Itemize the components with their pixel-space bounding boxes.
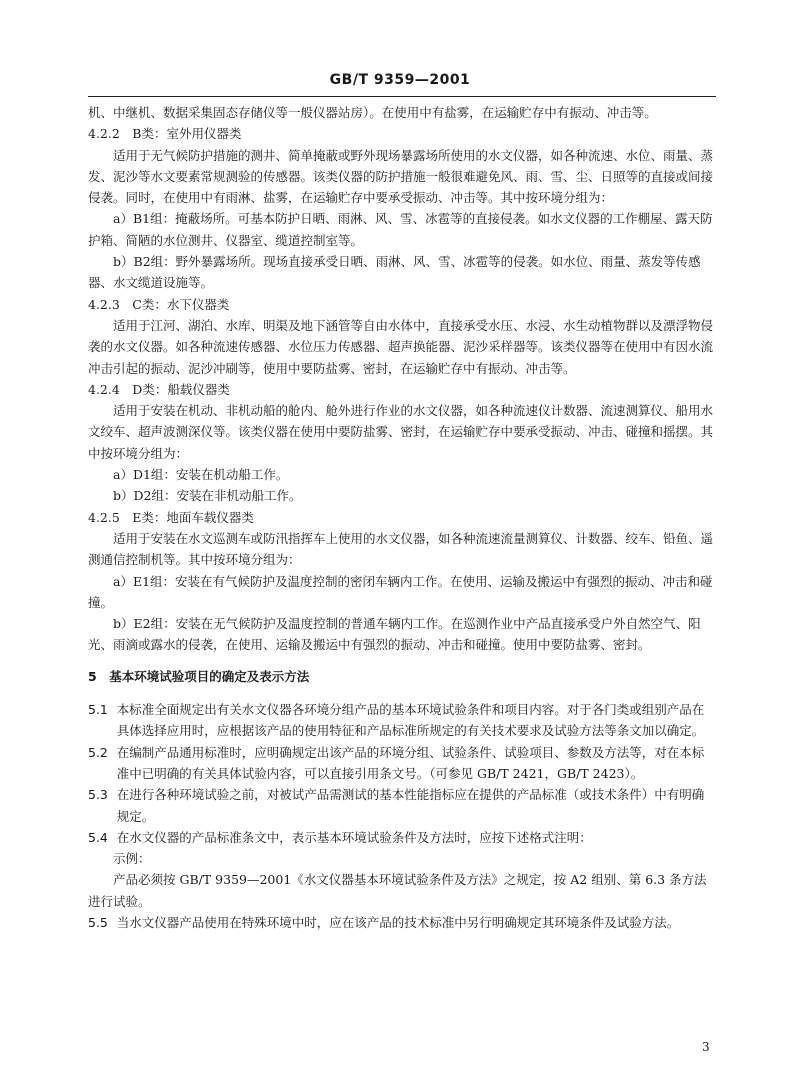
header-rule <box>88 96 716 97</box>
paragraph-4-2-3: 适用于江河、湖泊、水库、明渠及地下涵管等自由水体中，直接承受水压、水浸、水生动植物群以及漂浮物侵袭的水文仪器。如各种流速传感器、水位压力传感器、超声换能器、泥沙采样器等。该类仪器等在使用中有因水流冲击引起的振动、泥沙冲刷等，使用中要防盐雾、密封，在运输贮存中有振动、冲击等。 <box>88 317 714 376</box>
example-label: 示例： <box>113 851 151 867</box>
clause-number: 5.5 <box>88 914 108 930</box>
body-text <box>88 102 716 933</box>
example-text: 产品必须按 GB/T 9359—2001《水文仪器基本环境试验条件及方法》之规定，按 A2 组别、第 6.3 条方法进行试验。 <box>88 872 707 909</box>
paragraph-continued: 机、中继机、数据采集固态存储仪等一般仪器站房）。在使用中有盐雾，在运输贮存中有振动、冲击等。 <box>88 105 657 120</box>
item-e1: a）E1组：安装在有气候防护及温度控制的密闭车辆内工作。在使用、运输及搬运中有强烈的振动、冲击和碰撞。 <box>88 573 713 610</box>
paragraph-4-2-2: 适用于无气候防护措施的测井、简单掩蔽或野外现场暴露场所使用的水文仪器，如各种流速、水位、雨量、蒸发、泥沙等水文要素常规测验的传感器。该类仪器的防护措施一般很难避免风、雨、雪、尘、日照等的直接或间接侵袭。同时，在使用中有雨淋、盐雾，在运输贮存中要承受振动、冲击等。其中按环境分组为： <box>88 147 714 206</box>
heading-4-2-4: 4.2.4 D类：船载仪器类 <box>88 381 230 397</box>
clause-text: 当水文仪器产品使用在特殊环境中时，应在该产品的技术标准中另行明确规定其环境条件及试验方法。 <box>116 914 680 930</box>
clause-5-2 <box>88 742 716 785</box>
paragraph-4-2-5: 适用于安装在水文巡测车或防汛指挥车上使用的水文仪器，如各种流速流量测算仪、计数器、绞车、铅鱼、遥测通信控制机等。其中按环境分组为： <box>88 530 714 568</box>
clause-5-4 <box>88 827 716 848</box>
clause-text: 在编制产品通用标准时，应明确规定出该产品的环境分组、试验条件、试验项目、参数及方法等，对在本标准中已明确的有关具体试验内容，可以直接引用条文号。（可参见 GB/T 2421，GB/T 2423）。 <box>116 744 705 781</box>
clause-5-5 <box>88 912 716 933</box>
clause-number: 5.1 <box>88 702 108 718</box>
item-e2: b）E2组：安装在无气候防护及温度控制的普通车辆内工作。在巡测作业中产品直接承受户外自然空气、阳光、雨滴或露水的侵袭，在使用、运输及搬运中有强烈的振动、冲击和碰撞。使用中要防盐雾、密封。 <box>88 616 701 653</box>
clause-number: 5.3 <box>88 787 108 803</box>
heading-4-2-2: 4.2.2 B类：室外用仪器类 <box>88 126 242 142</box>
clause-text: 在水文仪器的产品标准条文中，表示基本环境试验条件及方法时，应按下述格式注明： <box>116 829 592 845</box>
heading-4-2-3: 4.2.3 C类：水下仪器类 <box>88 296 230 312</box>
clause-text: 在进行各种环境试验之前，对被试产品需测试的基本性能指标应在提供的产品标准（或技术条件）中有明确规定。 <box>116 787 705 824</box>
item-d2: b）D2组：安装在非机动船工作。 <box>113 488 302 504</box>
clause-number: 5.2 <box>88 744 108 760</box>
page-number: 3 <box>702 1040 710 1054</box>
clause-5-1 <box>88 699 716 742</box>
item-b1: a）B1组：掩蔽场所。可基本防护日晒、雨淋、风、雪、冰雹等的直接侵袭。如水文仪器的工作棚屋、露天防护箱、简陋的水位测井、仪器室、缆道控制室等。 <box>88 211 713 248</box>
clause-text: 本标准全面规定出有关水文仪器各环境分组产品的基本环境试验条件和项目内容。对于各门类或组别产品在具体选择应用时，应根据该产品的使用特征和产品标准所规定的有关技术要求及试验方法等条文加以确定。 <box>116 702 705 739</box>
page-header: GB/T 9359—2001 <box>329 72 471 88</box>
item-b2: b）B2组：野外暴露场所。现场直接承受日晒、雨淋、风、雪、冰雹等的侵袭。如水位、雨量、蒸发等传感器、水文缆道设施等。 <box>88 254 701 291</box>
clause-number: 5.4 <box>88 829 108 845</box>
paragraph-4-2-4: 适用于安装在机动、非机动船的舱内、舱外进行作业的水文仪器，如各种流速仪计数器、流速测算仪、船用水文绞车、超声波测深仪等。该类仪器在使用中要防盐雾、密封，在运输贮存中要承受振动、冲击、碰撞和摇摆。其中按环境分组为： <box>88 403 714 461</box>
section-5-heading: 5 基本环境试验项目的确定及表示方法 <box>88 668 310 684</box>
clause-5-3 <box>88 784 716 827</box>
item-d1: a）D1组：安装在机动船工作。 <box>113 467 289 483</box>
heading-4-2-5: 4.2.5 E类：地面车载仪器类 <box>88 509 254 525</box>
